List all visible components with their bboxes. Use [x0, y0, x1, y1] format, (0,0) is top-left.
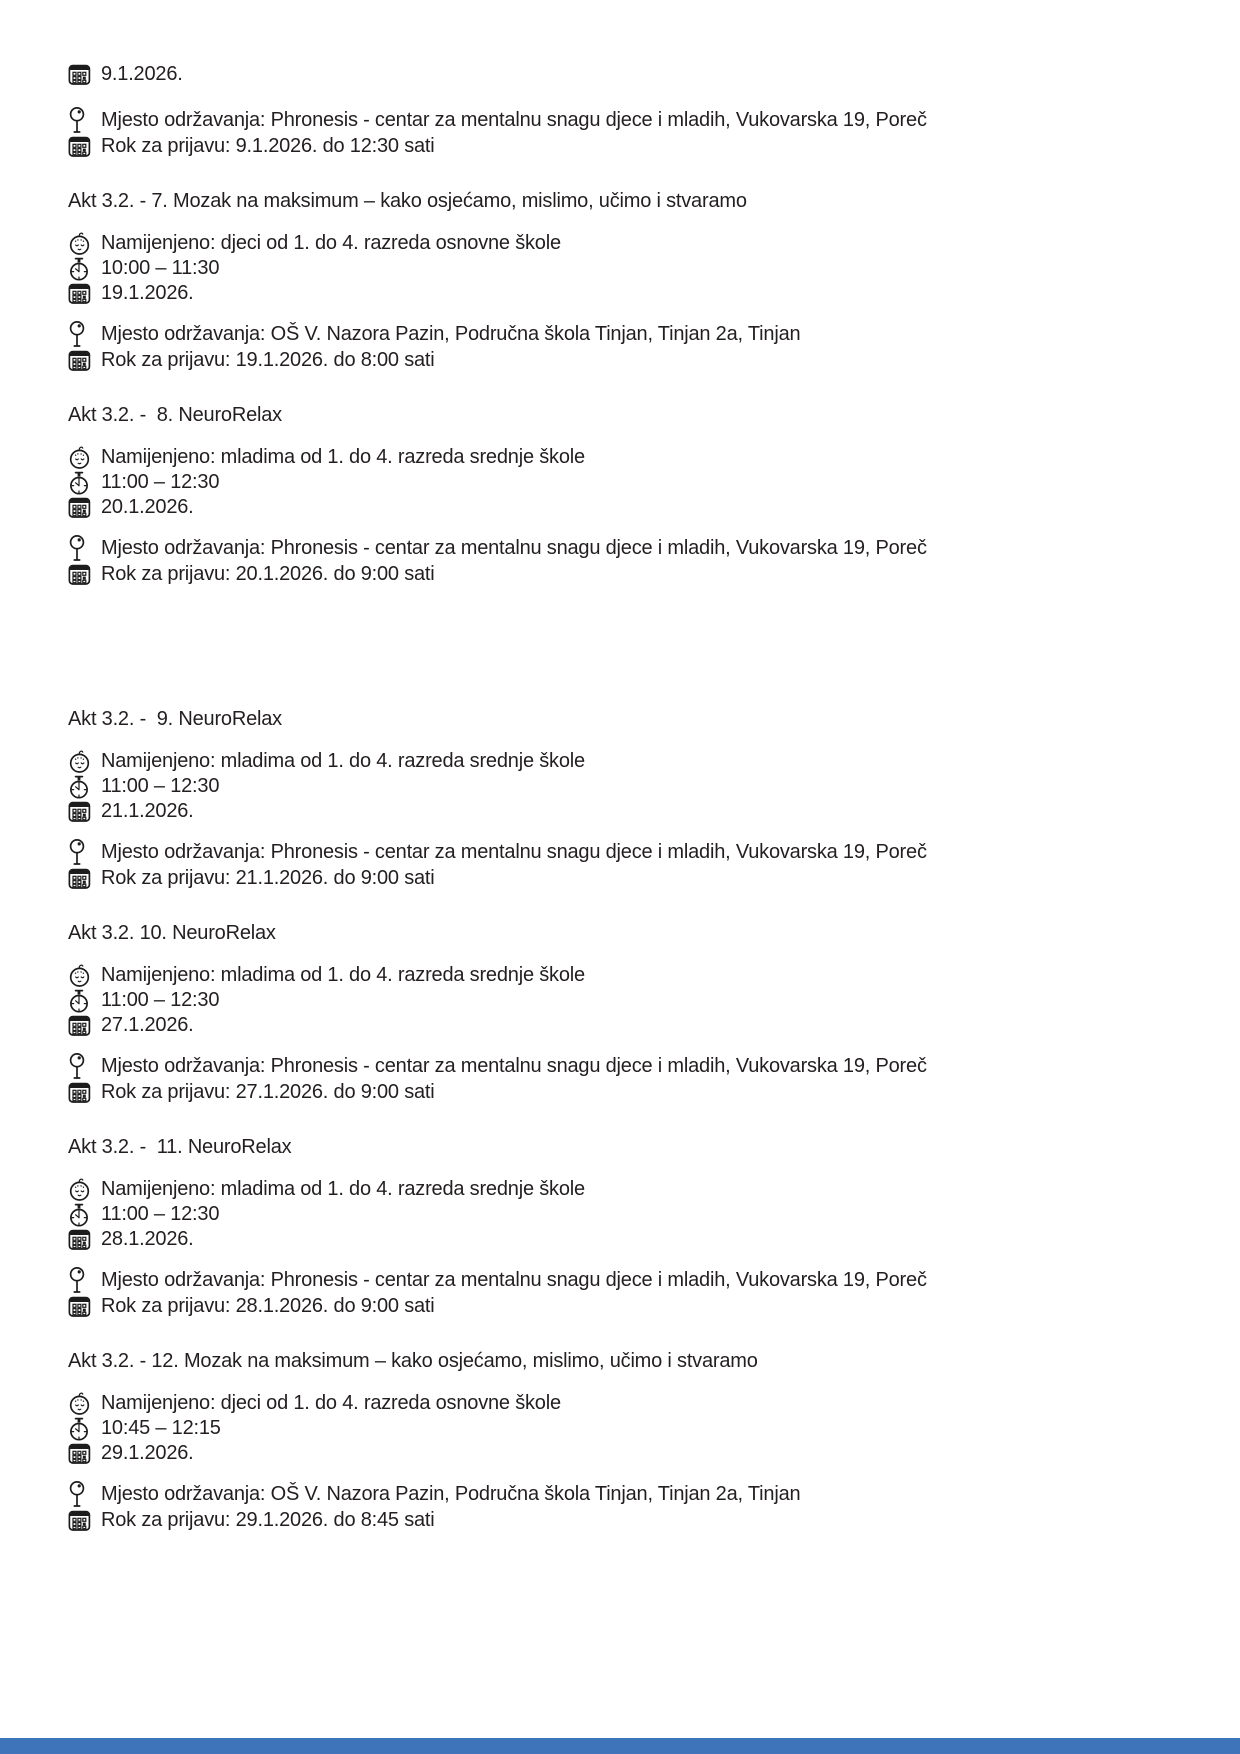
- child-face-icon: [68, 1177, 94, 1202]
- calendar-icon: [68, 135, 94, 158]
- stopwatch-icon: [68, 471, 94, 495]
- event-deadline: Rok za prijavu: 19.1.2026. do 8:00 sati: [101, 349, 435, 371]
- stopwatch-icon: [68, 775, 94, 799]
- child-face-icon: [68, 445, 94, 470]
- event-date-row: [68, 62, 1180, 87]
- event-time: 10:00 – 11:30: [101, 257, 220, 279]
- event-title: Akt 3.2. 10. NeuroRelax: [68, 922, 276, 944]
- calendar-icon: [68, 563, 94, 586]
- event-audience-row: [68, 1391, 1180, 1416]
- footer-accent-bar: [0, 1738, 1240, 1754]
- calendar-icon: [68, 1509, 94, 1532]
- stopwatch-icon: [68, 257, 94, 281]
- event-deadline-row: [68, 1080, 1180, 1105]
- event-date: 29.1.2026.: [101, 1442, 194, 1464]
- event-audience: Namijenjeno: djeci od 1. do 4. razreda osnovne škole: [101, 1392, 561, 1414]
- event-location-row: [68, 1480, 1180, 1508]
- event-group: [68, 707, 1180, 891]
- event-group: [68, 189, 1180, 373]
- location-pin-icon: [68, 1052, 94, 1080]
- event-title: Akt 3.2. - 12. Mozak na maksimum – kako osjećamo, mislimo, učimo i stvaramo: [68, 1350, 758, 1372]
- event-date: 21.1.2026.: [101, 800, 194, 822]
- event-group: [68, 921, 1180, 1105]
- event-audience: Namijenjeno: mladima od 1. do 4. razreda srednje škole: [101, 750, 585, 772]
- event-title: Akt 3.2. - 11. NeuroRelax: [68, 1136, 292, 1158]
- calendar-icon: [68, 867, 94, 890]
- event-group: [68, 1135, 1180, 1319]
- event-date: 9.1.2026.: [101, 63, 183, 85]
- event-location-row: [68, 106, 1180, 134]
- event-time: 11:00 – 12:30: [101, 775, 220, 797]
- event-deadline-row: [68, 348, 1180, 373]
- event-title: Akt 3.2. - 9. NeuroRelax: [68, 708, 282, 730]
- event-time-row: [68, 256, 1180, 281]
- event-location-row: [68, 534, 1180, 562]
- child-face-icon: [68, 963, 94, 988]
- event-location: Mjesto održavanja: Phronesis - centar za mentalnu snagu djece i mladih, Vukovarska 19, Poreč: [101, 840, 927, 863]
- event-audience: Namijenjeno: mladima od 1. do 4. razreda srednje škole: [101, 446, 585, 468]
- event-location: Mjesto održavanja: Phronesis - centar za mentalnu snagu djece i mladih, Vukovarska 19, Poreč: [101, 1054, 927, 1077]
- event-time: 10:45 – 12:15: [101, 1417, 221, 1439]
- event-audience-row: [68, 1177, 1180, 1202]
- event-location-block: [68, 534, 1180, 587]
- stopwatch-icon: [68, 1203, 94, 1227]
- calendar-icon: [68, 496, 94, 519]
- event-time-row: [68, 774, 1180, 799]
- calendar-icon: [68, 63, 94, 86]
- intro-block: [68, 62, 1180, 159]
- event-time: 11:00 – 12:30: [101, 1203, 220, 1225]
- event-deadline-row: [68, 134, 1180, 159]
- calendar-icon: [68, 1295, 94, 1318]
- event-date-row: [68, 281, 1180, 306]
- event-location-row: [68, 1052, 1180, 1080]
- calendar-icon: [68, 1014, 94, 1037]
- intro-location-block: [68, 106, 1180, 159]
- event-group: [68, 403, 1180, 587]
- event-location: Mjesto održavanja: OŠ V. Nazora Pazin, Područna škola Tinjan, Tinjan 2a, Tinjan: [101, 1482, 801, 1505]
- event-date: 19.1.2026.: [101, 282, 194, 304]
- event-deadline: Rok za prijavu: 9.1.2026. do 12:30 sati: [101, 135, 435, 157]
- calendar-icon: [68, 1081, 94, 1104]
- event-date-row: [68, 1013, 1180, 1038]
- location-pin-icon: [68, 1266, 94, 1294]
- event-deadline: Rok za prijavu: 20.1.2026. do 9:00 sati: [101, 563, 435, 585]
- event-time-row: [68, 470, 1180, 495]
- event-audience: Namijenjeno: mladima od 1. do 4. razreda srednje škole: [101, 964, 585, 986]
- event-audience-row: [68, 963, 1180, 988]
- stopwatch-icon: [68, 1417, 94, 1441]
- event-deadline-row: [68, 866, 1180, 891]
- calendar-icon: [68, 800, 94, 823]
- calendar-icon: [68, 1228, 94, 1251]
- event-group: [68, 1349, 1180, 1533]
- event-deadline: Rok za prijavu: 27.1.2026. do 9:00 sati: [101, 1081, 435, 1103]
- event-location-block: [68, 1480, 1180, 1533]
- event-title: Akt 3.2. - 7. Mozak na maksimum – kako osjećamo, mislimo, učimo i stvaramo: [68, 190, 747, 212]
- event-date-row: [68, 1441, 1180, 1466]
- calendar-icon: [68, 1442, 94, 1465]
- event-time-row: [68, 1416, 1180, 1441]
- event-time-row: [68, 1202, 1180, 1227]
- event-time: 11:00 – 12:30: [101, 989, 220, 1011]
- event-location-block: [68, 1052, 1180, 1105]
- event-audience: Namijenjeno: mladima od 1. do 4. razreda srednje škole: [101, 1178, 585, 1200]
- events-list: [68, 189, 1180, 1533]
- event-audience-row: [68, 749, 1180, 774]
- event-time: 11:00 – 12:30: [101, 471, 220, 493]
- event-location-row: [68, 320, 1180, 348]
- event-audience-row: [68, 445, 1180, 470]
- calendar-icon: [68, 349, 94, 372]
- child-face-icon: [68, 749, 94, 774]
- event-time-row: [68, 988, 1180, 1013]
- event-date-row: [68, 1227, 1180, 1252]
- event-location-row: [68, 1266, 1180, 1294]
- location-pin-icon: [68, 1480, 94, 1508]
- event-title: Akt 3.2. - 8. NeuroRelax: [68, 404, 282, 426]
- event-location-block: [68, 838, 1180, 891]
- event-location: Mjesto održavanja: OŠ V. Nazora Pazin, Područna škola Tinjan, Tinjan 2a, Tinjan: [101, 322, 801, 345]
- location-pin-icon: [68, 534, 94, 562]
- event-date-row: [68, 495, 1180, 520]
- stopwatch-icon: [68, 989, 94, 1013]
- child-face-icon: [68, 1391, 94, 1416]
- event-date-row: [68, 799, 1180, 824]
- event-audience-row: [68, 231, 1180, 256]
- event-deadline: Rok za prijavu: 28.1.2026. do 9:00 sati: [101, 1295, 435, 1317]
- child-face-icon: [68, 231, 94, 256]
- event-date: 27.1.2026.: [101, 1014, 194, 1036]
- calendar-icon: [68, 282, 94, 305]
- event-date: 20.1.2026.: [101, 496, 194, 518]
- event-deadline-row: [68, 562, 1180, 587]
- event-location-block: [68, 320, 1180, 373]
- event-location: Mjesto održavanja: Phronesis - centar za mentalnu snagu djece i mladih, Vukovarska 19, Poreč: [101, 1268, 927, 1291]
- event-location-row: [68, 838, 1180, 866]
- event-location: Mjesto održavanja: Phronesis - centar za mentalnu snagu djece i mladih, Vukovarska 19, Poreč: [101, 536, 927, 559]
- location-pin-icon: [68, 838, 94, 866]
- event-deadline-row: [68, 1508, 1180, 1533]
- event-location-block: [68, 1266, 1180, 1319]
- location-pin-icon: [68, 106, 94, 134]
- event-deadline: Rok za prijavu: 29.1.2026. do 8:45 sati: [101, 1509, 435, 1531]
- event-location: Mjesto održavanja: Phronesis - centar za mentalnu snagu djece i mladih, Vukovarska 19, Poreč: [101, 108, 927, 131]
- event-date: 28.1.2026.: [101, 1228, 194, 1250]
- event-deadline-row: [68, 1294, 1180, 1319]
- location-pin-icon: [68, 320, 94, 348]
- event-deadline: Rok za prijavu: 21.1.2026. do 9:00 sati: [101, 867, 435, 889]
- event-audience: Namijenjeno: djeci od 1. do 4. razreda osnovne škole: [101, 232, 561, 254]
